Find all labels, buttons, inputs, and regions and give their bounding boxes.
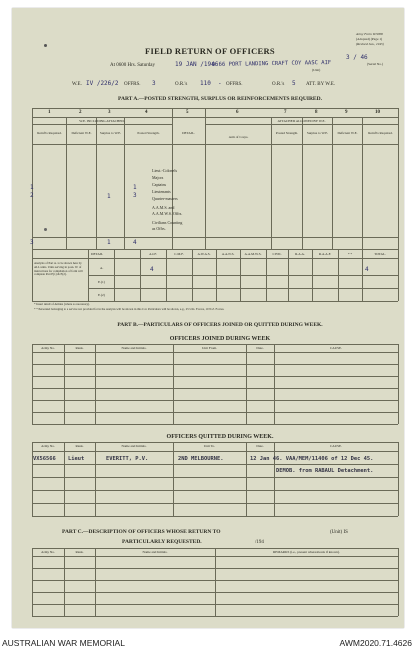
deficient-allowed-header: Deficient W.E. (337, 131, 358, 135)
punch-mark (44, 44, 47, 47)
total-reinforcements: 3 (30, 239, 34, 246)
analysis-note: Analysis of Part A. to be shown here by ALL units. Units serving in posn. W. of instructions for compilation of form will complete Part E(1) & E(2). (34, 261, 83, 277)
posted-lieutenants: 3 (133, 192, 137, 199)
part-a-heading: PART A.—POSTED STRENGTH, SURPLUS OR REINFORCEMENTS REQUIRED. (118, 96, 322, 102)
part-c-heading: PART C.—DESCRIPTION OF OFFICERS WHOSE RETURN TO (62, 529, 221, 535)
deficient-we-header: Deficient W.E. (71, 131, 92, 135)
we-including-attached-header: W.E. INCLUDING ATTACHED. (79, 119, 125, 123)
total-surplus: 1 (107, 239, 111, 246)
quitted-date-header: Date. (256, 444, 264, 448)
col-number: 8 (315, 110, 318, 115)
footer-accession: AWM2020.71.4626 (339, 638, 412, 648)
partc-rank-header: Rank. (75, 550, 84, 554)
joined-rank-header: Rank. (75, 346, 84, 350)
att-ors-value: 5 (292, 80, 296, 87)
we-value: IV /226/2 (86, 80, 119, 87)
col-number: 5 (186, 110, 189, 115)
offrs-label: OFFRS. (124, 82, 141, 87)
surplus-lieutenants: 1 (107, 193, 111, 200)
analysis-other-header: * * (347, 252, 353, 256)
att-by-we-label: ATT. BY W.E. (306, 82, 336, 87)
form-title: FIELD RETURN OF OFFICERS (145, 46, 275, 56)
partc-name-header: Name and Initials. (142, 550, 168, 554)
rank-label: Quarter-masters (152, 196, 178, 201)
unit-name: D 66 PORT LANDING CRAFT COY AASC AIF (211, 59, 332, 69)
unit-label: (Unit) (312, 68, 321, 72)
quitted-cause-header: CAUSE. (330, 444, 342, 448)
att-offrs-label: OFFRS. (226, 82, 243, 87)
analysis-cmf-header: C.M.F. (174, 252, 184, 256)
rank-label: Lieut.-Colonels (152, 168, 177, 173)
col-number: 4 (145, 110, 148, 115)
rank-label: Lieutenants (152, 189, 171, 194)
analysis-row-e2: E.(2) (98, 293, 105, 297)
at-time-label: At 0600 Hrs. Saturday (110, 63, 155, 68)
reinf-captains: 1 (30, 184, 34, 191)
part-c-requested: PARTICULARLY REQUESTED. (122, 539, 202, 545)
quitted-date-cause: 12 Jan 46. VAA/MEM/11406 of 12 Dec 45. (250, 456, 374, 462)
quitted-unit-to-header: Unit To. (203, 444, 216, 448)
col-number: 2 (79, 110, 82, 115)
quitted-name-header: Name and Initials. (121, 444, 147, 448)
reinforcements-required-header: Reinf'ts Required. (37, 131, 62, 135)
serial-label: (Serial No.) (367, 62, 384, 66)
surplus-allowed-header: Surplus to W.E. (306, 131, 329, 135)
rank-label: A.A.M.S. and (152, 205, 175, 210)
quitted-cause-detail: DEMOB. from RABAUL Detachment. (276, 468, 374, 474)
analysis-total-value: 4 (365, 266, 369, 273)
punch-mark (44, 228, 47, 231)
ors-label: O.R.'s (175, 82, 188, 87)
analysis-aif-header: A.I.F. (149, 252, 157, 256)
rank-label: A.A.M.W.S. Offrs. (152, 211, 183, 216)
analysis-row-a: A. (100, 266, 104, 270)
col-number: 9 (345, 110, 348, 115)
part-c-date-tail: /194 (255, 540, 264, 545)
posted-captains: 1 (133, 184, 137, 191)
quitted-rank-header: Rank. (75, 444, 84, 448)
joined-unit-from-header: Unit From. (201, 346, 218, 350)
rank-label: Captains (152, 182, 166, 187)
quitted-army-no-header: Army No. (41, 444, 55, 448)
analysis-raaf-header: R.A.A.F. (318, 252, 332, 256)
footnote-1: * Insert detail of Armies (where so necessary). (34, 302, 90, 306)
analysis-aans-header: A.A.N.S. (221, 252, 235, 256)
footnote-2: * * Personnel belonging to a service not provided for in the analysis will be shown in this Col. Particulars will be shown, e.g., 25 U.K. Forces, 10 N.Z. Forces. (34, 307, 225, 311)
analysis-raa-header: R.A.A. (295, 252, 305, 256)
analysis-aamws-header: A.A.M.W.S. (244, 252, 262, 256)
footer-source: AUSTRALIAN WAR MEMORIAL (2, 638, 125, 648)
joined-date-header: Date. (256, 346, 264, 350)
analysis-detail-header: DETAIL (91, 252, 103, 256)
col-number: 7 (284, 110, 287, 115)
form-adopted: (Adopted) (Page 1) (356, 37, 383, 41)
attached-allowed-header: ATTACHED ALLOWED BY W.E. (277, 119, 326, 123)
joined-name-header: Name and Initials. (121, 346, 147, 350)
quitted-unit-to: 2ND MELBOURNE. (178, 456, 224, 462)
part-c-unit-label: (Unit) IS (330, 530, 348, 535)
partc-remarks-header: REMARKS (i.e., present whereabouts if known). (273, 550, 340, 554)
quitted-rank: Lieut (68, 456, 85, 462)
analysis-row-e1: E.(1) (98, 280, 105, 284)
analysis-awas-header: A.W.A.S. (197, 252, 211, 256)
joined-army-no-header: Army No. (41, 346, 55, 350)
joined-heading: OFFICERS JOINED DURING WEEK (169, 336, 271, 342)
total-posted: 4 (133, 239, 137, 246)
form-revised: (Revised Jan., 1945) (356, 42, 384, 46)
quitted-army-no: VX56566 (33, 456, 56, 462)
ors-value: 110 (200, 80, 211, 87)
detail-header: DETAIL. (182, 131, 195, 135)
joined-cause-header: CAUSE. (330, 346, 342, 350)
quitted-name: EVERITT, P.V. (106, 456, 149, 462)
partc-army-no-header: Army No. (41, 550, 55, 554)
part-b-heading: PART B.—PARTICULARS OF OFFICERS JOINED OR QUITTED DURING WEEK. (117, 322, 323, 328)
rank-label: Civilians Counting (152, 220, 183, 225)
rank-label: as Offrs. (152, 226, 166, 231)
analysis-aif-value: 4 (150, 266, 154, 273)
analysis-civil-header: CIVIL (272, 252, 282, 256)
arm-of-corps-header: Arm of Corps. (228, 135, 249, 139)
col-number: 3 (108, 110, 111, 115)
col-number: 6 (236, 110, 239, 115)
col-number: 1 (48, 110, 51, 115)
rank-label: Majors (152, 175, 164, 180)
surplus-we-header: Surplus to W.E. (99, 131, 122, 135)
posted-strength-allowed-header: Posted Strength. (275, 131, 299, 135)
quitted-heading: OFFICERS QUITTED DURING WEEK. (166, 434, 274, 440)
analysis-total-header: TOTAL. (374, 252, 386, 256)
att-offrs-value: - (218, 80, 222, 87)
army-form-number: Army Form W.3008 (356, 32, 383, 36)
offrs-value: 3 (152, 80, 156, 87)
we-label: W.E. (72, 82, 82, 87)
return-date: 19 JAN /1946 (175, 61, 219, 68)
serial-number: 3 / 46 (346, 54, 368, 61)
reinf-lieutenants: 2 (30, 192, 34, 199)
att-ors-label: O.R.'s (272, 82, 285, 87)
col-number: 10 (375, 110, 380, 115)
posted-strength-header: Posted Strength. (137, 131, 160, 135)
reinforcements-allowed-header: Reinf'ts Required. (368, 131, 393, 135)
